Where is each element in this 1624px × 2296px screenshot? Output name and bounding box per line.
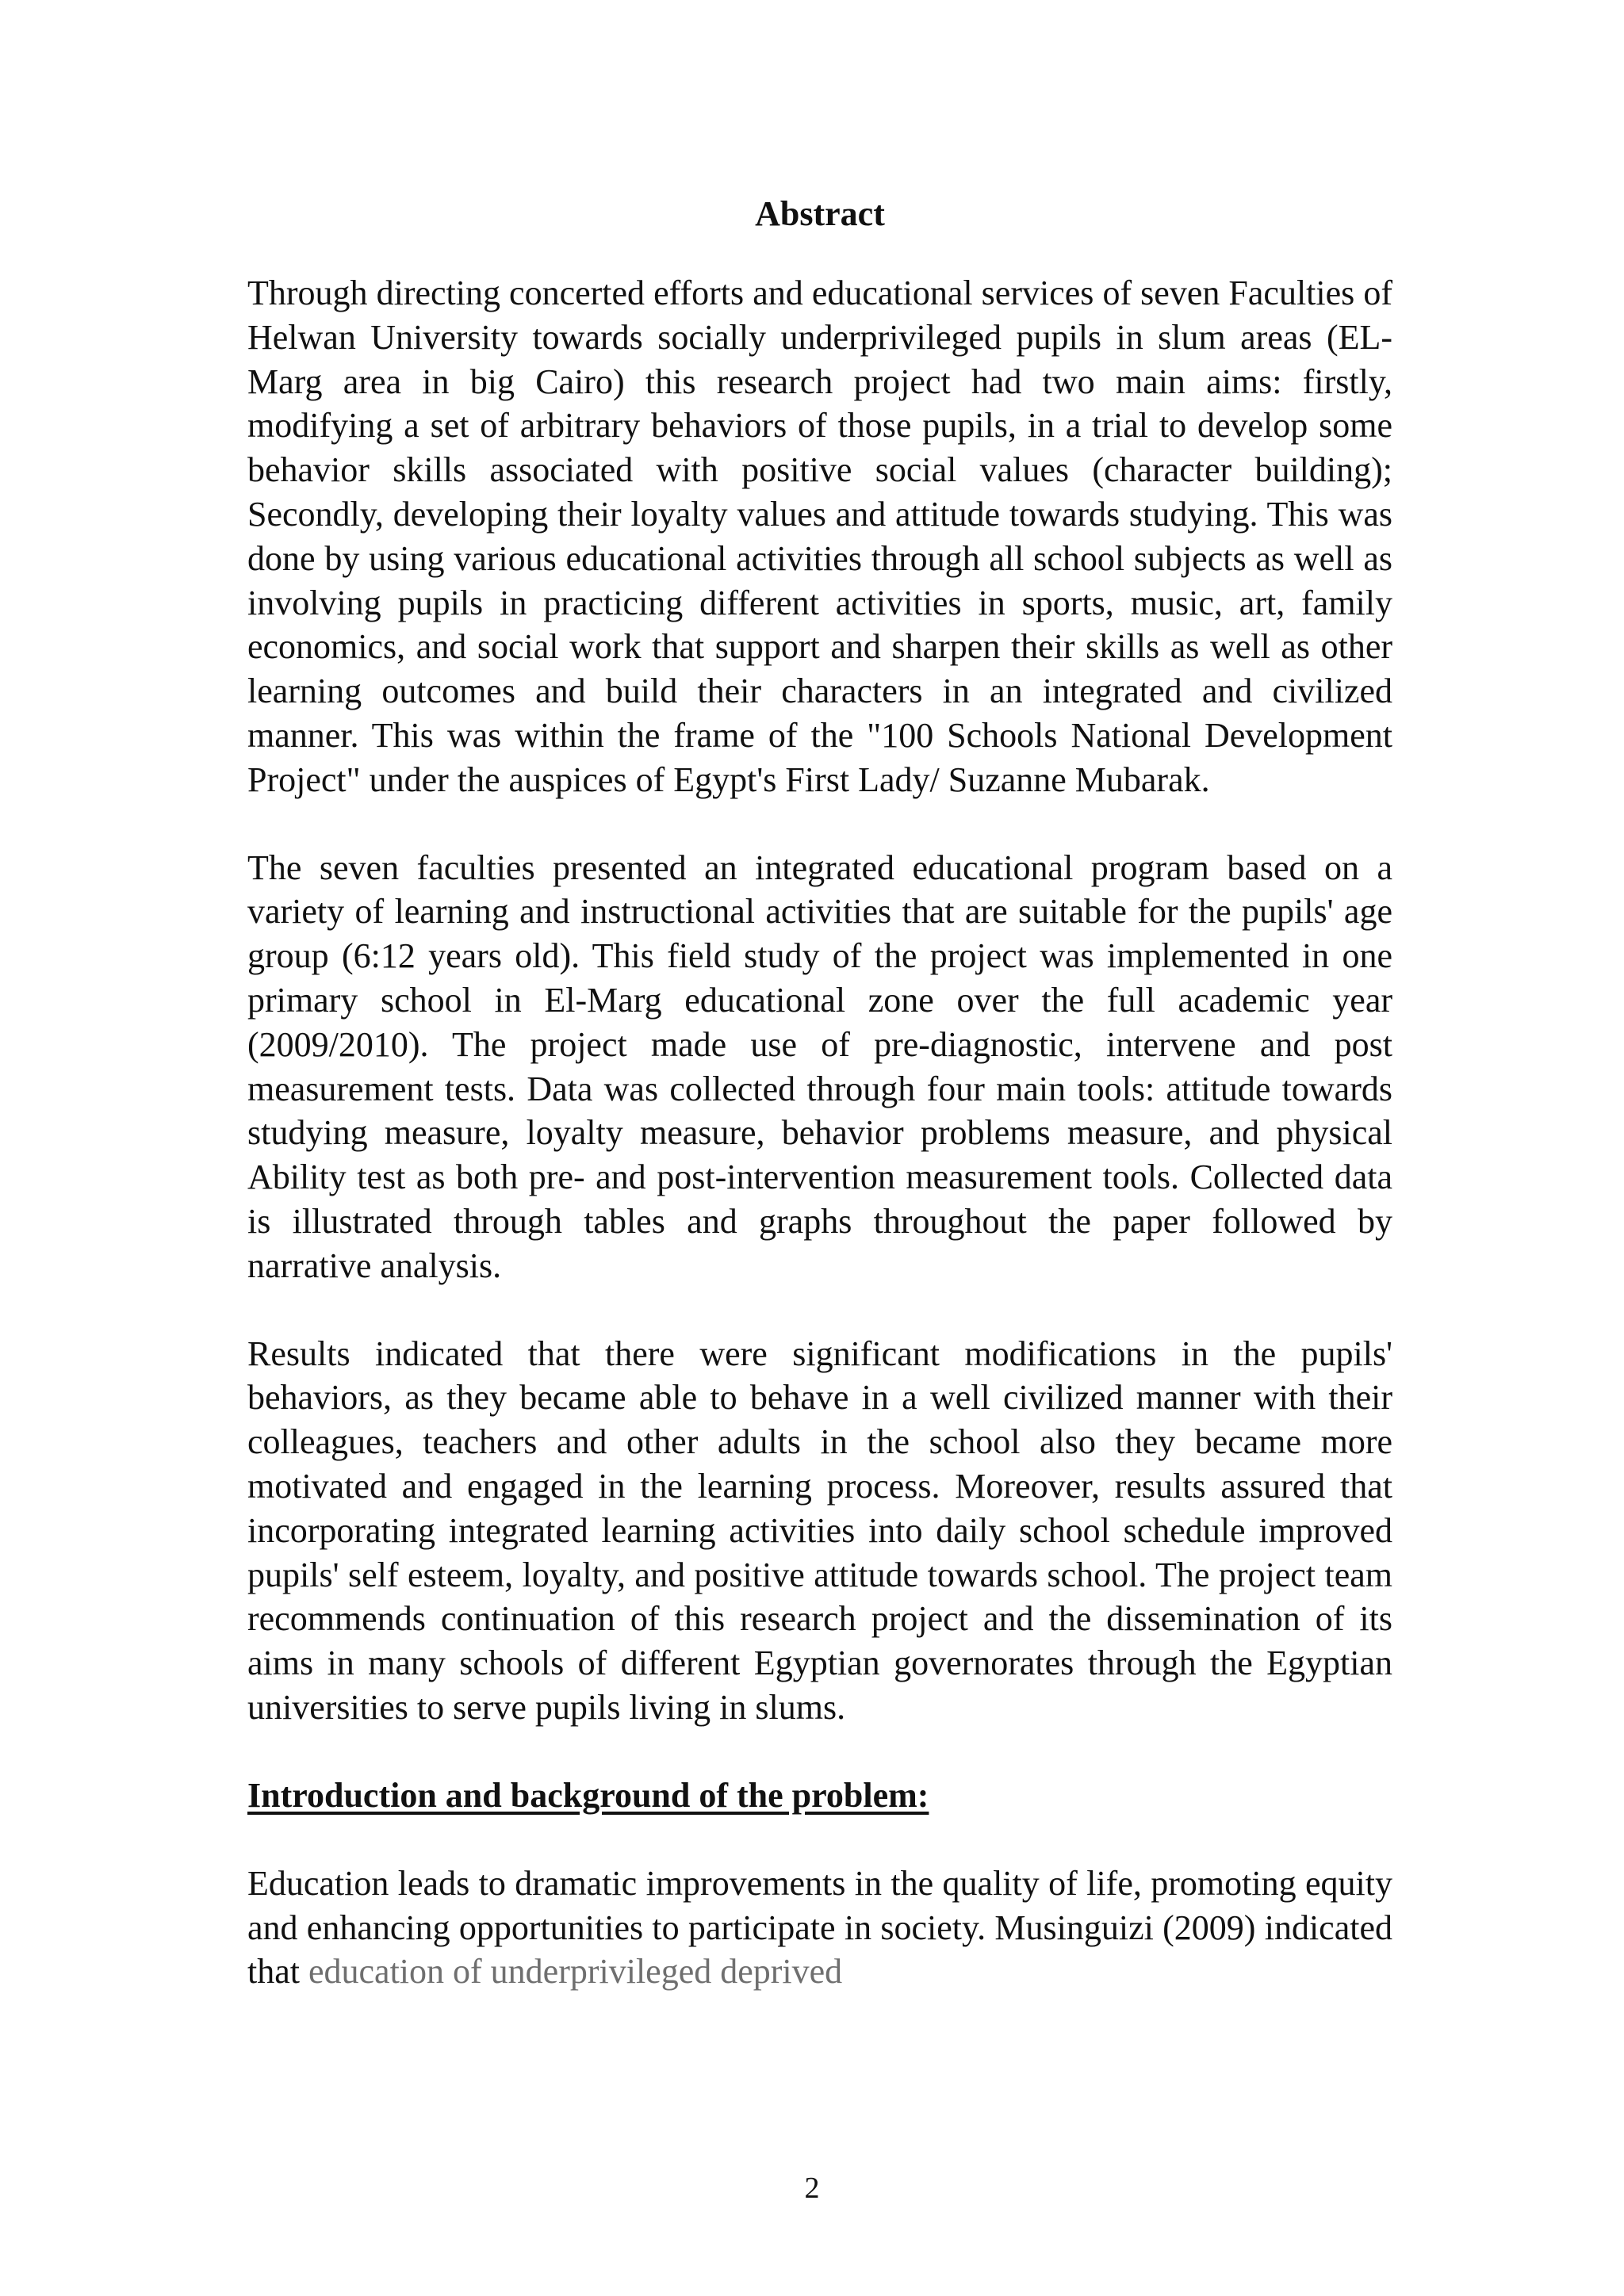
abstract-paragraph-3: Results indicated that there were significant modifications in the pupils' behaviors, as they became able to behave in a well civilized manner with their colleagues, teachers and other adults in the school also they became more motivated and engaged in the learning process. Moreover, results assured that incorporating integrated learning activities into daily school schedule improved pupils' self esteem, loyalty, and positive attitude towards school. The project team recommends continuation of this research project and the dissemination of its aims in many schools of different Egyptian governorates through the Egyptian universities to serve pupils living in slums.: [247, 1334, 1392, 1727]
paper-page: [247, 190, 1392, 2038]
introduction-faded-text: education of underprivileged deprived: [308, 1952, 843, 1992]
introduction-paragraph: [247, 1862, 1392, 1994]
page-number: 2: [804, 2172, 820, 2205]
introduction-text: Education leads to dramatic improvements in the quality of life, promoting equity and enhancing opportunities to participate in society. Musinguizi (2009) indicated that: [247, 1863, 1392, 1992]
abstract-paragraph-2: The seven faculties presented an integrated educational program based on a variety of learning and instructional activities that are suitable for the pupils' age group (6:12 years old). This field study of the project was implemented in one primary school in El-Marg educational zone over the full academic year (2009/2010). The project made use of pre-diagnostic, intervene and post measurement tests. Data was collected through four main tools: attitude towards studying measure, loyalty measure, behavior problems measure, and physical Ability test as both pre- and post-intervention measurement tools. Collected data is illustrated through tables and graphs throughout the paper followed by narrative analysis.: [247, 848, 1392, 1285]
introduction-heading: Introduction and background of the problem:: [247, 1775, 929, 1815]
abstract-heading: Abstract: [755, 194, 885, 233]
abstract-paragraph-1: Through directing concerted efforts and educational services of seven Faculties of Helwan University towards socially underprivileged pupils in slum areas (EL-Marg area in big Cairo) this research project had two main aims: firstly, modifying a set of arbitrary behaviors of those pupils, in a trial to develop some behavior skills associated with positive social values (character building); Secondly, developing their loyalty values and attitude towards studying. This was done by using various educational activities through all school subjects as well as involving pupils in practicing different activities in sports, music, art, family economics, and social work that support and sharpen their skills as well as other learning outcomes and build their characters in an integrated and civilized manner. This was within the frame of the "100 Schools National Development Project" under the auspices of Egypt's First Lady/ Suzanne Mubarak.: [247, 274, 1392, 799]
